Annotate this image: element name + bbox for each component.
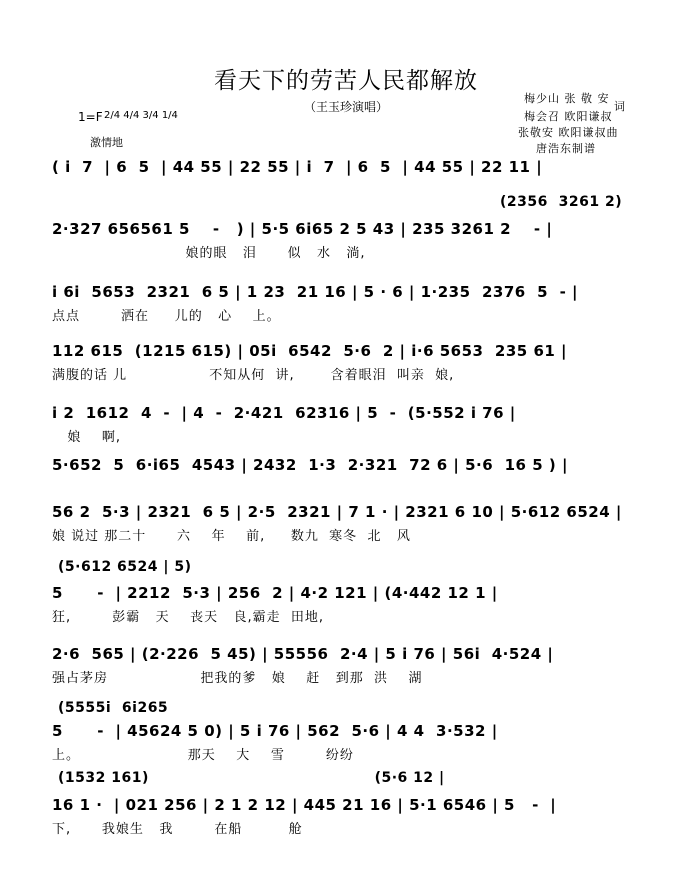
score-line-6 — [52, 456, 652, 494]
score-line-3 — [52, 283, 652, 324]
credit-line-4: 唐浩东制谱 — [536, 142, 596, 155]
notation: 5 - | 45624 5 0) | 5 i 76 | 562 5·6 | 4 4 3·532 | — [52, 722, 498, 740]
lyrics: 上。 那天 大 雪 纷纷 — [52, 748, 354, 763]
score-line-11 — [52, 796, 652, 837]
lyrics: 点点 洒在 儿的 心 上。 — [52, 309, 281, 324]
tempo-mood: 激情地 — [90, 136, 123, 149]
lyrics: 下, 我娘生 我 在船 舱 — [52, 822, 303, 837]
lyrics: 强占茅房 把我的爹 娘 赶 到那 洪 湖 — [52, 671, 423, 686]
score-line-5 — [52, 404, 652, 445]
notation: i 2 1612 4 - | 4 - 2·421 62316 | 5 - (5·552 i 76 | — [52, 404, 516, 422]
notation: 16 1 · | 021 256 | 2 1 2 12 | 445 21 16 | 5·1 6546 | 5 - | — [52, 796, 557, 814]
score-line-7 — [52, 503, 652, 544]
lyrics: 娘 啊, — [52, 430, 122, 445]
time-signatures: 2/4 4/4 3/4 1/4 — [104, 110, 178, 121]
interlude-notation-2: (5555i 6i265 — [58, 700, 169, 716]
credit-line-2: 梅会召 欧阳谦叔 — [524, 110, 613, 123]
lyrics: 狂, 彭霸 天 丧天 良,霸走 田地, — [52, 610, 325, 625]
lyricist-mark: 词 — [614, 100, 626, 113]
score-line-9 — [52, 645, 652, 686]
song-title: 看天下的劳苦人民都解放 — [214, 68, 478, 94]
notation: 112 615 (1215 615) | 05i 6542 5·6 2 | i·6 5653 235 61 | — [52, 342, 568, 360]
interlude-notation: (5·612 6524 | 5) — [58, 559, 192, 575]
notation: 2·6 565 | (2·226 5 45) | 55556 2·4 | 5 i 76 | 56i 4·524 | — [52, 645, 554, 663]
prelude-notation: (2356 3261 2) — [500, 194, 623, 210]
credit-line-3: 张敬安 欧阳谦叔曲 — [518, 126, 619, 139]
notation: ( i 7 | 6 5 | 44 55 | 22 55 | i 7 | 6 5 | 44 55 | 22 11 | — [52, 158, 543, 176]
lyrics: 满腹的话 儿 不知从何 讲, 含着眼泪 叫亲 娘, — [52, 368, 455, 383]
singer-credit: （王玉珍演唱） — [303, 100, 388, 114]
credit-line-1: 梅少山 张 敬 安 — [524, 92, 610, 105]
score-line-10 — [52, 722, 652, 763]
lyrics: 娘 说过 那二十 六 年 前, 数九 寒冬 北 风 — [52, 529, 411, 544]
notation: 56 2 5·3 | 2321 6 5 | 2·5 2321 | 7 1 · | 2321 6 10 | 5·612 6524 | — [52, 503, 622, 521]
lyrics: 娘的眼 泪 似 水 淌, — [52, 246, 366, 261]
interlude-notation-3: (1532 161) (5·6 12 | — [58, 770, 445, 786]
score-line-2 — [52, 220, 652, 261]
notation: 5·652 5 6·i65 4543 | 2432 1·3 2·321 72 6 | 5·6 16 5 ) | — [52, 456, 568, 474]
notation: 5 - | 2212 5·3 | 256 2 | 4·2 121 | (4·442 12 1 | — [52, 584, 498, 602]
notation: 2·327 656561 5 - ) | 5·5 6i65 2 5 43 | 235 3261 2 - | — [52, 220, 553, 238]
score-line-1 — [52, 158, 652, 196]
score-line-4 — [52, 342, 652, 383]
score-line-8 — [52, 584, 652, 625]
key-signature: 1=F — [78, 110, 103, 124]
notation: i 6i 5653 2321 6 5 | 1 23 21 16 | 5 · 6 | 1·235 2376 5 - | — [52, 283, 578, 301]
